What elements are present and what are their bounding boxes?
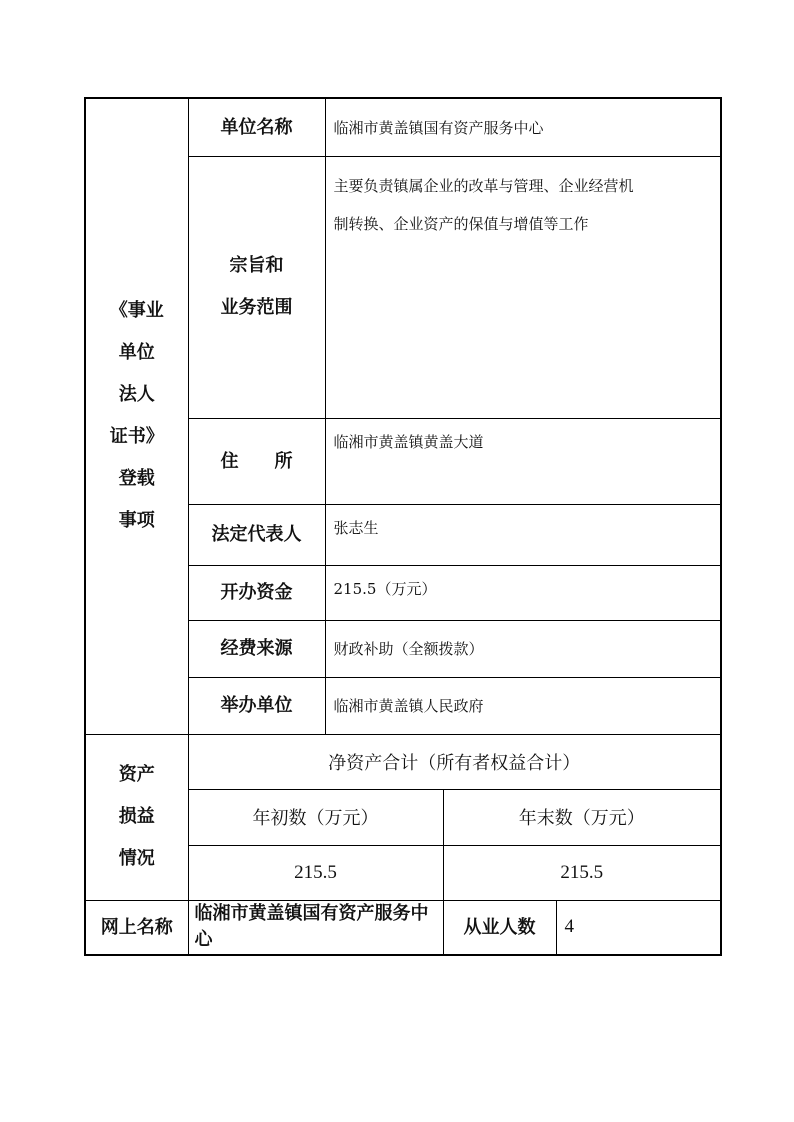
section-label-line: 单位 xyxy=(118,342,155,364)
section-label-line: 登载 xyxy=(118,468,155,490)
funds-label: 开办资金 xyxy=(188,565,325,620)
start-of-year-label: 年初数（万元） xyxy=(188,789,443,845)
section-label-line: 事项 xyxy=(118,510,155,532)
registration-section-label xyxy=(85,98,188,734)
purpose-label-line: 宗旨和 xyxy=(229,255,284,276)
address-label: 住 所 xyxy=(188,418,325,504)
purpose-label xyxy=(188,156,325,418)
end-of-year-value: 215.5 xyxy=(443,845,721,900)
unit-name-value: 临湘市黄盖镇国有资产服务中心 xyxy=(325,98,721,156)
address-value: 临湘市黄盖镇黄盖大道 xyxy=(325,418,721,504)
funding-source-label: 经费来源 xyxy=(188,620,325,677)
assets-section-label xyxy=(85,734,188,900)
funds-value: 215.5（万元） xyxy=(325,565,721,620)
purpose-value-line: 制转换、企业资产的保值与增值等工作 xyxy=(333,214,589,233)
assets-label-line: 损益 xyxy=(118,806,155,827)
legal-rep-value: 张志生 xyxy=(325,504,721,565)
online-name-value: 临湘市黄盖镇国有资产服务中心 xyxy=(188,900,443,955)
section-label-line: 证书》 xyxy=(109,426,164,448)
unit-name-label: 单位名称 xyxy=(188,98,325,156)
registration-form-table xyxy=(84,97,722,956)
sponsor-label: 举办单位 xyxy=(188,677,325,734)
assets-label-line: 资产 xyxy=(118,764,155,785)
staff-count-label: 从业人数 xyxy=(443,900,556,955)
section-label-line: 法人 xyxy=(118,384,155,406)
sponsor-value: 临湘市黄盖镇人民政府 xyxy=(325,677,721,734)
start-of-year-value: 215.5 xyxy=(188,845,443,900)
section-label-line: 《事业 xyxy=(109,300,164,322)
staff-count-value: 4 xyxy=(556,900,721,955)
online-name-label: 网上名称 xyxy=(85,900,188,955)
funding-source-value: 财政补助（全额拨款） xyxy=(325,620,721,677)
assets-label-line: 情况 xyxy=(118,848,155,869)
net-assets-header: 净资产合计（所有者权益合计） xyxy=(188,734,721,789)
purpose-value-line: 主要负责镇属企业的改革与管理、企业经营机 xyxy=(333,176,634,195)
purpose-label-line: 业务范围 xyxy=(220,297,293,318)
purpose-value xyxy=(325,156,721,418)
legal-rep-label: 法定代表人 xyxy=(188,504,325,565)
end-of-year-label: 年末数（万元） xyxy=(443,789,721,845)
